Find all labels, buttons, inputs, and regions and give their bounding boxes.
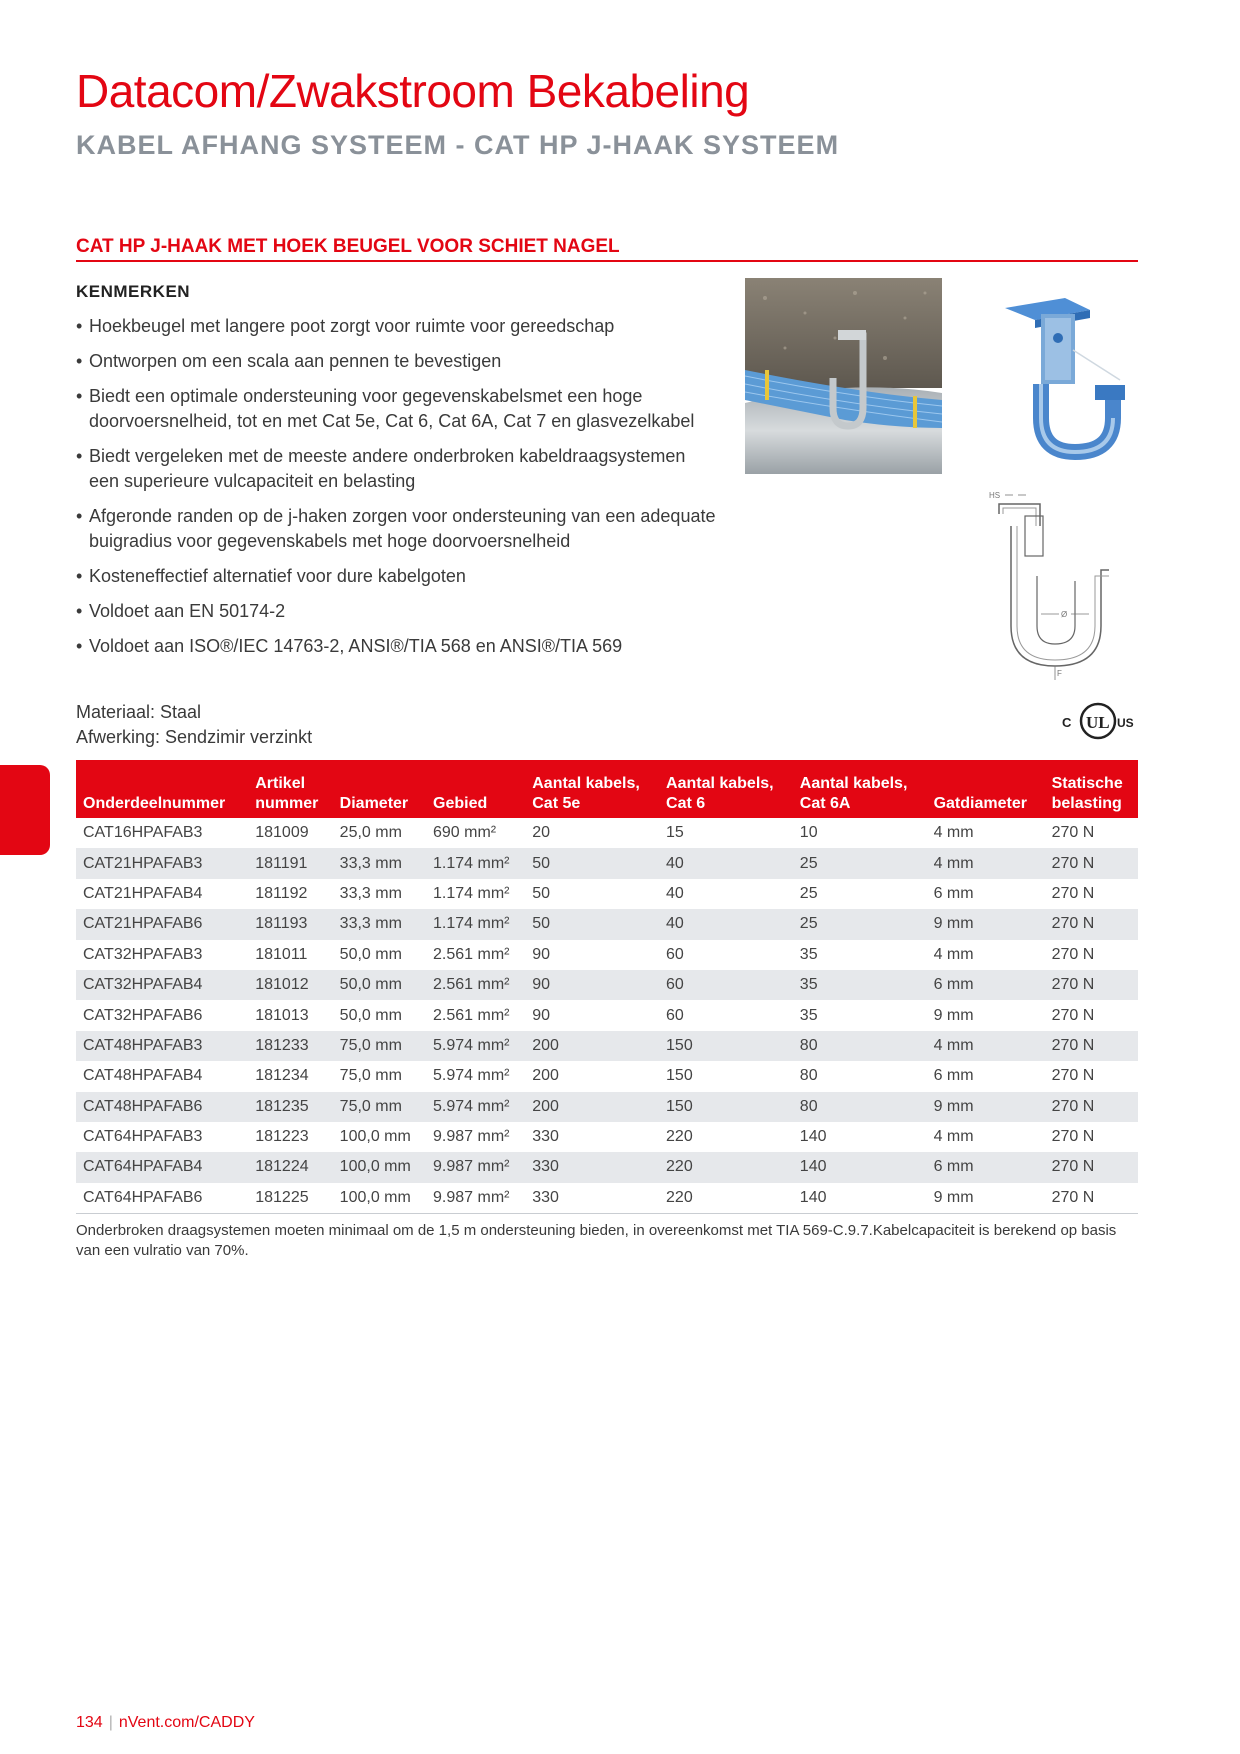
table-cell: 100,0 mm bbox=[333, 1183, 426, 1214]
table-cell: 75,0 mm bbox=[333, 1092, 426, 1122]
table-cell: 270 N bbox=[1045, 970, 1138, 1000]
table-cell: 200 bbox=[525, 1031, 659, 1061]
bullet-mark: • bbox=[76, 601, 83, 621]
table-cell: 100,0 mm bbox=[333, 1152, 426, 1182]
table-body bbox=[76, 818, 1138, 1214]
header-line: Gatdiameter bbox=[933, 795, 1027, 812]
table-cell: 60 bbox=[659, 970, 793, 1000]
technical-drawing bbox=[985, 486, 1135, 682]
bullet-mark: • bbox=[76, 351, 83, 371]
table-cell: 10 bbox=[799, 824, 818, 842]
feature-item bbox=[76, 349, 716, 374]
table-cell: 181233 bbox=[248, 1031, 332, 1061]
table-cell: 40 bbox=[666, 884, 684, 902]
table-cell: 270 N bbox=[1045, 1183, 1138, 1214]
feature-text: Voldoet aan EN 50174-2 bbox=[89, 601, 286, 621]
bullet-mark: • bbox=[76, 316, 83, 336]
table-cell: 6 mm bbox=[927, 1152, 1045, 1182]
table-cell: 150 bbox=[666, 1067, 693, 1085]
page-footer bbox=[76, 1714, 255, 1732]
table-header-cell bbox=[76, 760, 248, 818]
table-cell: 33,3 mm bbox=[339, 884, 402, 902]
header-line: Gebied bbox=[433, 795, 488, 812]
table-cell: 181193 bbox=[248, 909, 332, 939]
table-cell: 35 bbox=[799, 945, 818, 963]
table-cell: 270 N bbox=[1045, 1031, 1138, 1061]
table-row bbox=[76, 1122, 1138, 1152]
table-cell: 33,3 mm bbox=[333, 909, 426, 939]
header-line: Onderdeelnummer bbox=[83, 795, 226, 812]
feature-text: Voldoet aan ISO®/IEC 14763-2, ANSI®/TIA 568 en ANSI®/TIA 569 bbox=[89, 636, 623, 656]
bullet-mark: • bbox=[76, 506, 83, 526]
drawing-label-hs: HS bbox=[989, 491, 1001, 500]
table-row bbox=[76, 848, 1138, 878]
table-header-cell bbox=[793, 760, 927, 818]
table-row bbox=[76, 1061, 1138, 1091]
ul-c-mark: C bbox=[1062, 715, 1072, 730]
page-title: Datacom/Zwakstroom Bekabeling bbox=[76, 65, 750, 117]
table-cell: 181234 bbox=[255, 1067, 309, 1085]
table-cell: 25,0 mm bbox=[339, 824, 402, 842]
table-cell: CAT64HPAFAB4 bbox=[76, 1152, 248, 1182]
table-cell: 2.561 mm² bbox=[433, 945, 510, 963]
table-cell: 15 bbox=[666, 824, 684, 842]
table-cell: 4 mm bbox=[933, 824, 974, 842]
table-cell: CAT48HPAFAB3 bbox=[76, 1031, 248, 1061]
table-cell: 35 bbox=[799, 1006, 818, 1024]
table-row bbox=[76, 909, 1138, 939]
table-row bbox=[76, 970, 1138, 1000]
table-cell: 100,0 mm bbox=[339, 1128, 411, 1146]
table-cell: 181011 bbox=[255, 945, 308, 963]
product-image bbox=[995, 290, 1130, 460]
table-cell: 9 mm bbox=[927, 1092, 1045, 1122]
table-cell: CAT21HPAFAB6 bbox=[76, 909, 248, 939]
table-cell: 6 mm bbox=[927, 970, 1045, 1000]
features-list bbox=[76, 314, 716, 669]
table-header-cell bbox=[927, 760, 1045, 818]
table-cell: 50,0 mm bbox=[339, 945, 402, 963]
feature-item bbox=[76, 314, 716, 339]
header-line: Aantal kabels, bbox=[532, 775, 640, 792]
header-line: Diameter bbox=[339, 795, 409, 812]
table-cell: 270 N bbox=[1045, 1092, 1138, 1122]
table-cell: 60 bbox=[666, 945, 684, 963]
feature-item bbox=[76, 504, 716, 554]
table-cell: CAT48HPAFAB4 bbox=[83, 1067, 203, 1085]
table-cell: 9.987 mm² bbox=[433, 1128, 510, 1146]
table-cell: 140 bbox=[793, 1183, 927, 1214]
table-cell: 2.561 mm² bbox=[426, 970, 525, 1000]
table-cell: 4 mm bbox=[927, 848, 1045, 878]
table-header-cell bbox=[426, 760, 525, 818]
material-info bbox=[76, 700, 312, 750]
installation-photo bbox=[745, 278, 942, 474]
table-cell: 9.987 mm² bbox=[426, 1152, 525, 1182]
table-cell: 90 bbox=[532, 945, 551, 963]
table-cell: 181013 bbox=[255, 1006, 309, 1024]
table-cell: 20 bbox=[532, 824, 551, 842]
table-cell: 220 bbox=[659, 1152, 793, 1182]
table-row bbox=[76, 818, 1138, 848]
header-line: Artikel bbox=[255, 775, 306, 792]
table-cell: 4 mm bbox=[933, 945, 974, 963]
table-cell: 270 N bbox=[1051, 884, 1095, 902]
feature-item bbox=[76, 634, 716, 659]
header-line: Statische bbox=[1051, 775, 1123, 792]
table-cell: 50 bbox=[525, 909, 659, 939]
drawing-label-diameter: Ø bbox=[1061, 610, 1068, 619]
table-row bbox=[76, 940, 1138, 970]
header-line: Aantal kabels, bbox=[799, 775, 908, 792]
table-cell: 75,0 mm bbox=[339, 1067, 402, 1085]
table-row bbox=[76, 1000, 1138, 1030]
header-line: Cat 6 bbox=[666, 795, 706, 812]
table-row bbox=[76, 1092, 1138, 1122]
page-number: 134 bbox=[76, 1714, 103, 1731]
bullet-mark: • bbox=[76, 636, 83, 656]
header-line: Aantal kabels, bbox=[666, 775, 774, 792]
page-subtitle: KABEL AFHANG SYSTEEM - CAT HP J-HAAK SYSTEEM bbox=[76, 130, 840, 160]
table-cell: 270 N bbox=[1051, 1067, 1095, 1085]
header-line: nummer bbox=[255, 795, 319, 812]
feature-text: Afgeronde randen op de j-haken zorgen voor ondersteuning van een adequate buigradius voor gegevenskabels met hoge doorvoersnelheid bbox=[89, 506, 716, 551]
table-cell: 181009 bbox=[255, 824, 309, 842]
feature-text: Biedt vergeleken met de meeste andere onderbroken kabeldraagsystemen een superieure vulcapaciteit en belasting bbox=[89, 446, 686, 491]
table-cell: 140 bbox=[799, 1128, 827, 1146]
table-cell: 90 bbox=[532, 1006, 551, 1024]
finish-text: Afwerking: Sendzimir verzinkt bbox=[76, 727, 313, 747]
table-cell: 270 N bbox=[1051, 1006, 1095, 1024]
table-cell: 25 bbox=[793, 848, 927, 878]
table-cell: 6 mm bbox=[933, 884, 974, 902]
table-cell: 90 bbox=[525, 970, 659, 1000]
section-divider bbox=[76, 260, 1138, 262]
feature-text: Ontworpen om een scala aan pennen te bevestigen bbox=[89, 351, 502, 371]
feature-item bbox=[76, 444, 716, 494]
table-cell: 9.987 mm² bbox=[426, 1183, 525, 1214]
table-cell: CAT21HPAFAB4 bbox=[83, 884, 203, 902]
table-cell: 140 bbox=[793, 1152, 927, 1182]
feature-item bbox=[76, 384, 716, 434]
table-cell: CAT32HPAFAB6 bbox=[83, 1006, 203, 1024]
bullet-mark: • bbox=[76, 566, 83, 586]
table-cell: 80 bbox=[799, 1067, 818, 1085]
features-heading: KENMERKEN bbox=[76, 282, 191, 301]
ul-us-mark: US bbox=[1117, 716, 1134, 730]
table-cell: 9 mm bbox=[927, 909, 1045, 939]
feature-text: Kosteneffectief alternatief voor dure kabelgoten bbox=[89, 566, 466, 586]
table-cell: 5.974 mm² bbox=[426, 1031, 525, 1061]
table-cell: 181225 bbox=[248, 1183, 332, 1214]
material-text: Materiaal: Staal bbox=[76, 702, 202, 722]
table-cell: 80 bbox=[793, 1031, 927, 1061]
bullet-mark: • bbox=[76, 386, 83, 406]
ul-mark: UL bbox=[1086, 713, 1110, 732]
table-cell: 181224 bbox=[248, 1152, 332, 1182]
section-title: CAT HP J-HAAK MET HOEK BEUGEL VOOR SCHIET NAGEL bbox=[76, 236, 620, 257]
table-cell: 200 bbox=[532, 1067, 559, 1085]
table-cell: 5.974 mm² bbox=[433, 1067, 510, 1085]
table-cell: CAT48HPAFAB6 bbox=[76, 1092, 248, 1122]
footer-website: nVent.com/CADDY bbox=[118, 1714, 255, 1731]
feature-text: Hoekbeugel met langere poot zorgt voor ruimte voor gereedschap bbox=[89, 316, 615, 336]
table-header-cell bbox=[1045, 760, 1138, 818]
table-cell: 270 N bbox=[1051, 824, 1095, 842]
table-cell: 33,3 mm bbox=[333, 848, 426, 878]
table-cell: 270 N bbox=[1045, 1152, 1138, 1182]
table-cell: 270 N bbox=[1051, 1128, 1095, 1146]
table-cell: 75,0 mm bbox=[333, 1031, 426, 1061]
table-cell: 50 bbox=[525, 848, 659, 878]
chapter-tab bbox=[0, 765, 50, 855]
table-cell: CAT64HPAFAB6 bbox=[76, 1183, 248, 1214]
table-header-cell bbox=[248, 760, 332, 818]
table-cell: 330 bbox=[532, 1128, 559, 1146]
table-cell: 150 bbox=[659, 1092, 793, 1122]
table-cell: CAT21HPAFAB3 bbox=[76, 848, 248, 878]
table-cell: CAT16HPAFAB3 bbox=[83, 824, 203, 842]
table-cell: 50 bbox=[532, 884, 551, 902]
feature-item bbox=[76, 599, 716, 624]
table-header-row bbox=[76, 760, 1138, 818]
table-cell: 50,0 mm bbox=[339, 1006, 402, 1024]
table-cell: 9 mm bbox=[927, 1183, 1045, 1214]
table-cell: 25 bbox=[793, 909, 927, 939]
table-cell: 181191 bbox=[248, 848, 332, 878]
feature-item bbox=[76, 564, 716, 589]
table-cell: 690 mm² bbox=[433, 824, 497, 842]
table-cell: 270 N bbox=[1045, 909, 1138, 939]
table-cell: 150 bbox=[659, 1031, 793, 1061]
header-line: Cat 6A bbox=[799, 795, 851, 812]
table-cell: CAT32HPAFAB4 bbox=[76, 970, 248, 1000]
table-cell: 25 bbox=[799, 884, 818, 902]
table-cell: CAT64HPAFAB3 bbox=[83, 1128, 203, 1146]
table-cell: 5.974 mm² bbox=[426, 1092, 525, 1122]
table-cell: 181223 bbox=[255, 1128, 309, 1146]
table-cell: 270 N bbox=[1045, 848, 1138, 878]
ul-certification-logo bbox=[1058, 700, 1138, 742]
header-line: Cat 5e bbox=[532, 795, 581, 812]
table-cell: 40 bbox=[659, 848, 793, 878]
table-cell: 220 bbox=[666, 1128, 693, 1146]
footnote: Onderbroken draagsystemen moeten minimaal om de 1,5 m ondersteuning bieden, in overeenkomst met TIA 569-C.9.7.Kabelcapaciteit is berekend op basis van een vulratio van 70%. bbox=[76, 1222, 1117, 1259]
table-cell: 60 bbox=[666, 1006, 684, 1024]
table-row bbox=[76, 879, 1138, 909]
table-cell: 2.561 mm² bbox=[433, 1006, 510, 1024]
table-cell: 4 mm bbox=[933, 1128, 974, 1146]
table-cell: 9 mm bbox=[933, 1006, 974, 1024]
spec-table bbox=[76, 760, 1138, 1214]
table-cell: 80 bbox=[793, 1092, 927, 1122]
bullet-mark: • bbox=[76, 446, 83, 466]
feature-text: Biedt een optimale ondersteuning voor gegevenskabelsmet een hoge doorvoersnelheid, tot en met Cat 5e, Cat 6, Cat 6A, Cat 7 en glasvezelkabel bbox=[89, 386, 695, 431]
table-cell: 181192 bbox=[255, 884, 308, 902]
table-cell: 35 bbox=[793, 970, 927, 1000]
table-row bbox=[76, 1031, 1138, 1061]
table-cell: 1.174 mm² bbox=[433, 884, 510, 902]
table-header-cell bbox=[333, 760, 426, 818]
table-cell: 330 bbox=[525, 1183, 659, 1214]
table-cell: 4 mm bbox=[927, 1031, 1045, 1061]
table-header-cell bbox=[659, 760, 793, 818]
table-cell: 181012 bbox=[248, 970, 332, 1000]
footer-separator: | bbox=[108, 1714, 113, 1731]
table-cell: 40 bbox=[659, 909, 793, 939]
table-row bbox=[76, 1183, 1138, 1214]
table-cell: 1.174 mm² bbox=[426, 848, 525, 878]
drawing-label-force: F bbox=[1057, 669, 1062, 678]
table-cell: 270 N bbox=[1051, 945, 1095, 963]
table-row bbox=[76, 1152, 1138, 1182]
table-cell: 220 bbox=[659, 1183, 793, 1214]
table-header-cell bbox=[525, 760, 659, 818]
table-cell: CAT32HPAFAB3 bbox=[83, 945, 203, 963]
table-cell: 1.174 mm² bbox=[426, 909, 525, 939]
header-line: belasting bbox=[1051, 795, 1122, 812]
table-cell: 181235 bbox=[248, 1092, 332, 1122]
table-cell: 6 mm bbox=[933, 1067, 974, 1085]
table-cell: 200 bbox=[525, 1092, 659, 1122]
table-cell: 330 bbox=[525, 1152, 659, 1182]
table-cell: 50,0 mm bbox=[333, 970, 426, 1000]
